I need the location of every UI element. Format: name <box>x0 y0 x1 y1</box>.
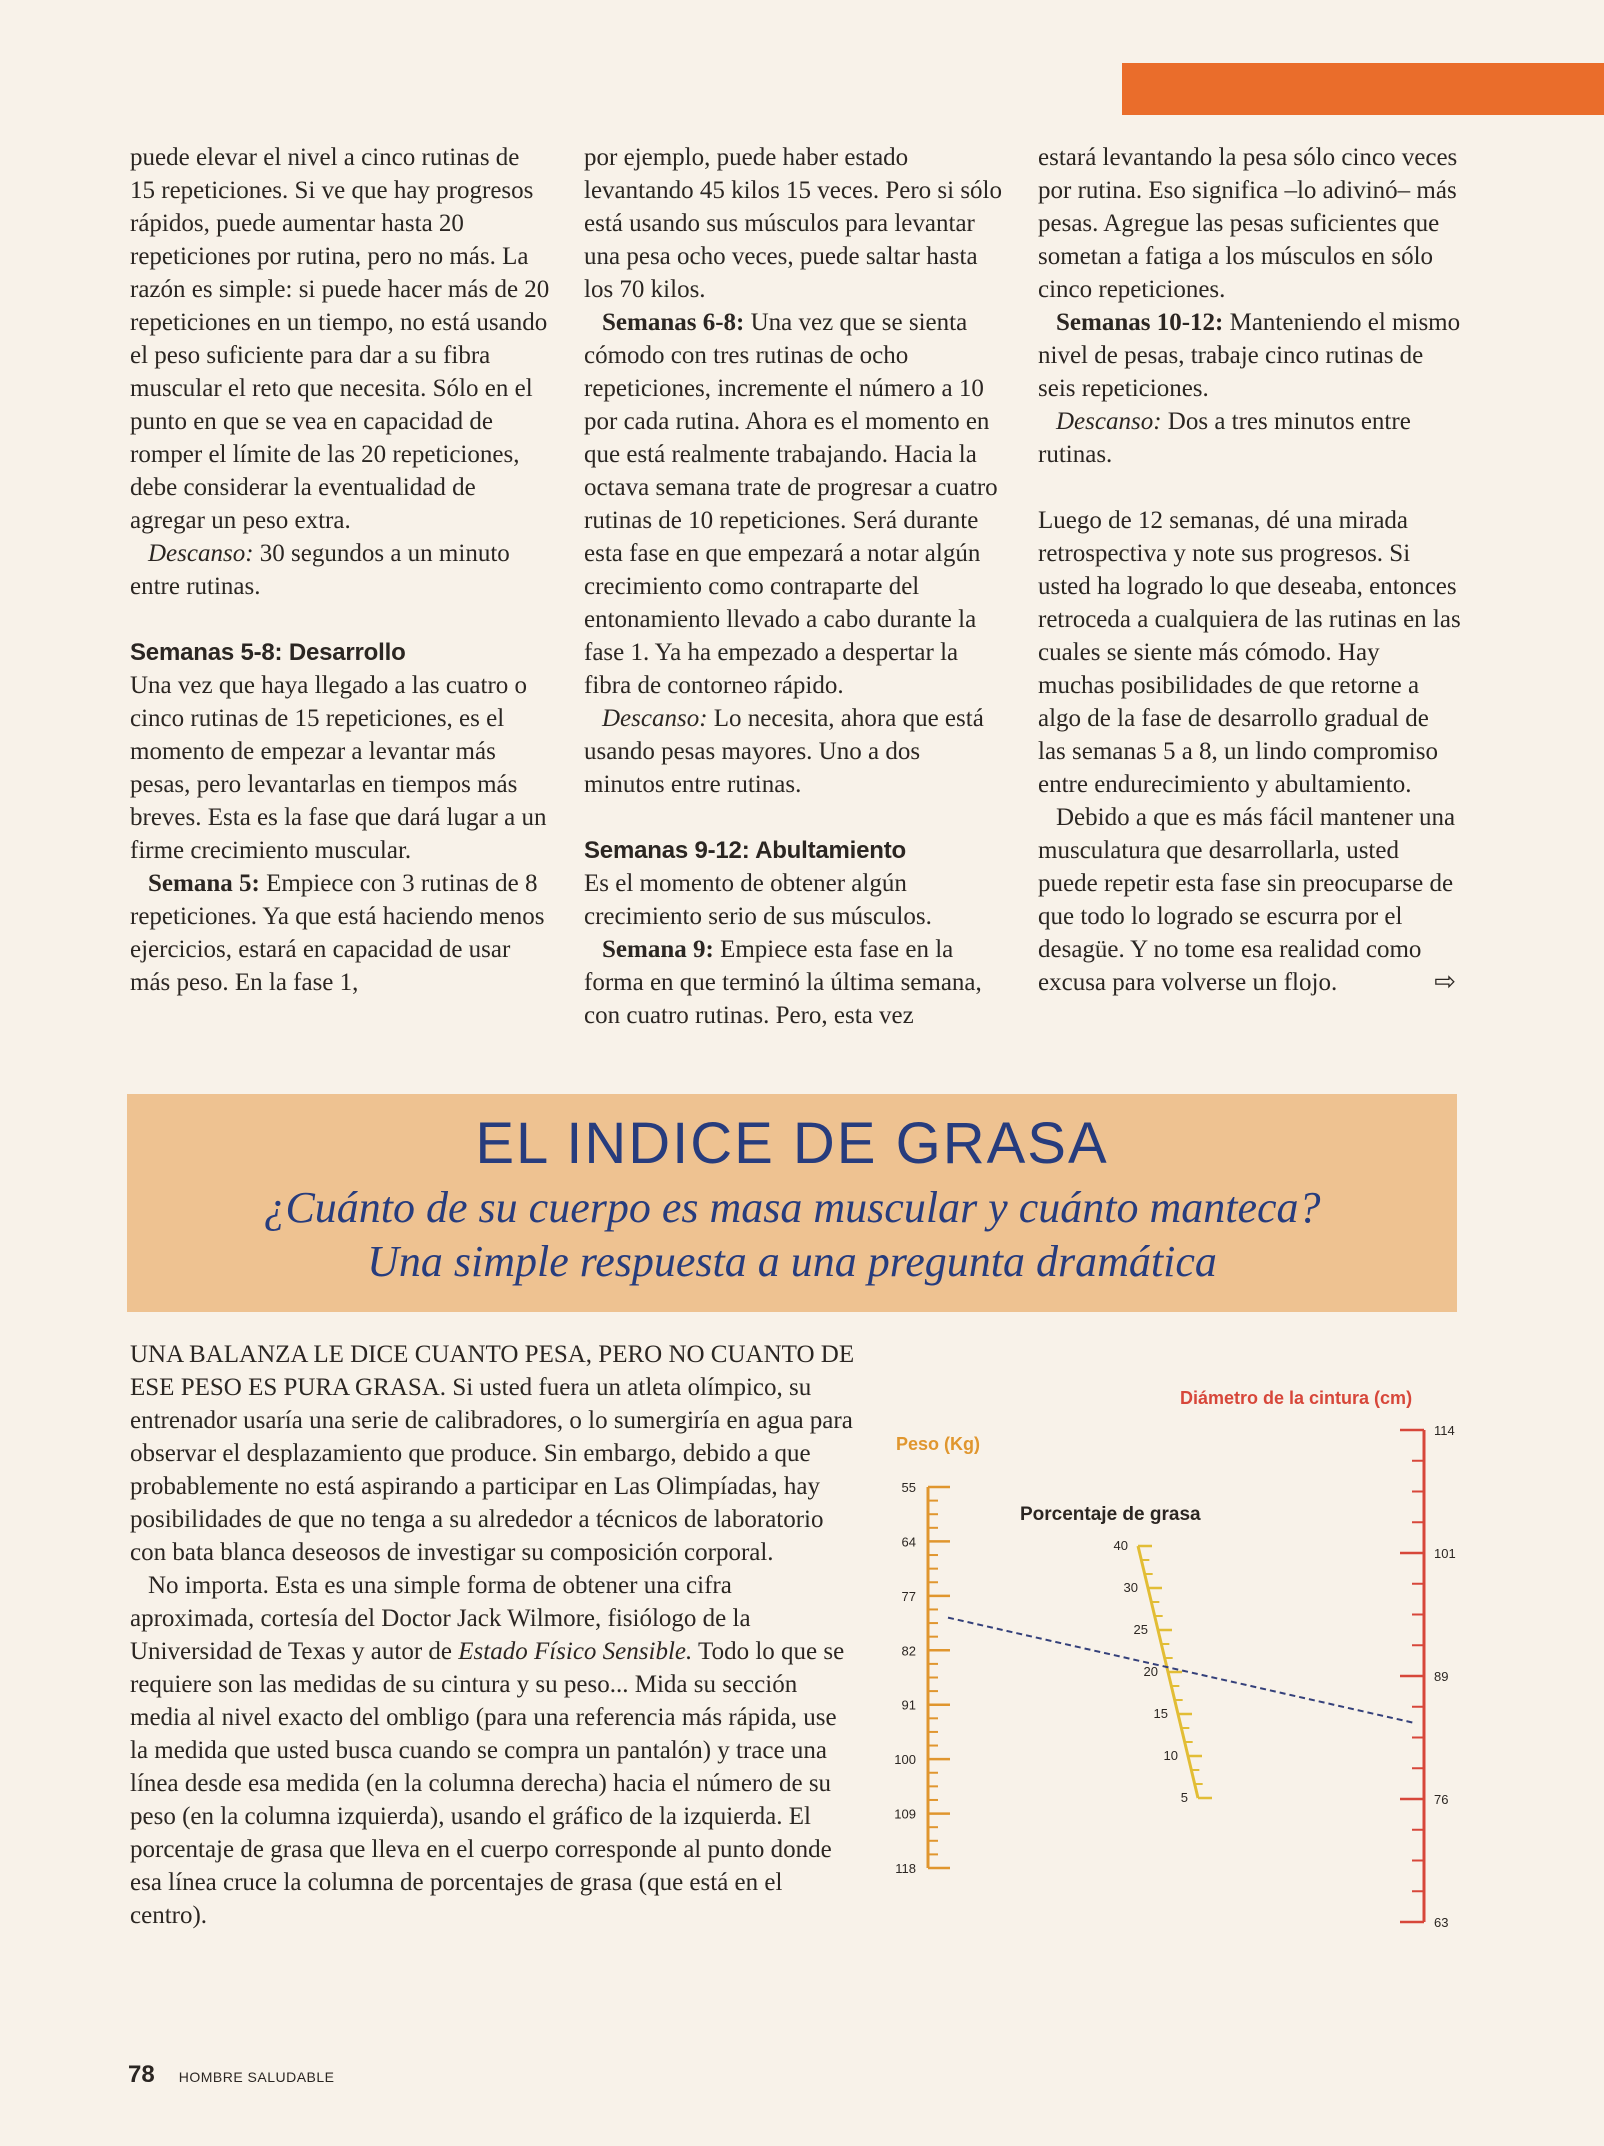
paragraph-text: Manteniendo el mismo nivel de pesas, trabaje cinco rutinas de seis repeticiones. <box>1038 309 1461 402</box>
grasa-axis-title: Porcentaje de grasa <box>1020 1504 1201 1525</box>
peso-tick-label: 82 <box>901 1643 916 1659</box>
grasa-tick-label: 15 <box>1153 1706 1168 1721</box>
cintura-tick-label: 114 <box>1434 1423 1455 1438</box>
lead-label: Semanas 6-8: <box>602 309 745 336</box>
rest-text: Dos a tres minutos entre rutinas. <box>1038 408 1411 468</box>
paragraph <box>1038 306 1462 405</box>
paragraph <box>130 1569 856 1932</box>
paragraph <box>584 933 1006 1032</box>
paragraph <box>130 867 550 999</box>
cintura-axis-title: Diámetro de la cintura (cm) <box>1180 1388 1413 1408</box>
section-heading: Semanas 9-12: Abultamiento <box>584 837 906 864</box>
lead-label: Semana 9: <box>602 936 714 963</box>
paragraph: Una vez que haya llegado a las cuatro o cinco rutinas de 15 repeticiones, es el momento de empezar a levantar más pesas, pero levantarlas en tiempos más breves. Esta es la fase que dará lugar a un firme crecimiento muscular. <box>130 672 547 864</box>
lead-label: Semanas 10-12: <box>1056 309 1224 336</box>
grasa-tick-label: 20 <box>1143 1664 1158 1679</box>
peso-tick-label: 77 <box>901 1588 916 1604</box>
article-body <box>130 1338 856 1932</box>
rest-label: Descanso: <box>1056 408 1162 435</box>
banner-subtitle-2: Una simple respuesta a una pregunta dramática <box>367 1237 1217 1286</box>
example-reading-line <box>948 1618 1416 1724</box>
lead-label: Semana 5: <box>148 870 260 897</box>
paragraph <box>584 306 1006 702</box>
banner-subtitle: ¿Cuánto de su cuerpo es masa muscular y cuánto manteca? <box>263 1183 1321 1232</box>
paragraph-text: Empiece con 3 rutinas de 8 repeticiones. Ya que está haciendo menos ejercicios, estará en capacidad de usar más peso. En la fase 1, <box>130 870 545 996</box>
peso-tick-label: 55 <box>901 1480 916 1495</box>
paragraph-text: Todo lo que se requiere son las medidas de su cintura y su peso... Mida su sección media al nivel exacto del ombligo (para una referencia más rápida, use la medida que usted busca cuando se compra un pantalón) y trace una línea desde esa medida (en la columna derecha) hacia el número de su peso (en la columna izquierda), usando el gráfico de la izquierda. El porcentaje de grasa que lleva en el cuerpo corresponde al punto donde esa línea cruce la columna de porcentajes de grasa (que está en el centro). <box>130 1638 845 1929</box>
rest-label: Descanso: <box>602 705 708 732</box>
cintura-tick-label: 63 <box>1434 1915 1449 1930</box>
publication-name: HOMBRE SALUDABLE <box>178 2069 335 2085</box>
paragraph-text: No importa. Esta es una simple forma de obtener una cifra aproximada, cortesía del Doctor Jack Wilmore, fisiólogo de la Universidad de Texas y autor de <box>130 1572 751 1665</box>
paragraph: Es el momento de obtener algún crecimiento serio de sus músculos. <box>584 870 932 930</box>
rest-paragraph <box>1038 405 1462 471</box>
rest-label: Descanso: <box>148 540 254 567</box>
paragraph: puede elevar el nivel a cinco rutinas de 15 repeticiones. Si ve que hay progresos rápidos, puede aumentar hasta 20 repeticiones por rutina, pero no más. La razón es simple: si puede hacer más de 20 repeticiones en un tiempo, no está usando el peso suficiente para dar a su fibra muscular el reto que necesita. Sólo en el punto en que se vea en capacidad de romper el límite de las 20 repeticiones, debe considerar la eventualidad de agregar un peso extra. <box>130 144 550 534</box>
text-column-2 <box>584 141 1006 1032</box>
paragraph-text: Si usted fuera un atleta olímpico, su entrenador usaría una serie de calibradores, o lo sumergiría en agua para observar el desplazamiento que produce. Sin embargo, debido a que probablemente no está aspirando a participar en Las Olimpíadas, hay posibilidades de que no tenga a su alrededor a técnicos de laboratorio con bata blanca deseosos de investigar su composición corporal. <box>130 1374 853 1566</box>
cintura-tick-label: 76 <box>1434 1792 1449 1807</box>
page-number: 78 <box>128 2061 155 2088</box>
text-column-3 <box>1038 141 1462 999</box>
cintura-tick-label: 101 <box>1434 1546 1456 1561</box>
end-arrow-icon: ⇨ <box>1434 967 1456 997</box>
grasa-tick-label: 25 <box>1133 1622 1148 1637</box>
grasa-tick-label: 5 <box>1180 1790 1188 1805</box>
rest-text: Lo necesita, ahora que está usando pesas mayores. Uno a dos minutos entre rutinas. <box>584 705 984 798</box>
peso-tick-label: 64 <box>901 1534 916 1550</box>
paragraph: estará levantando la pesa sólo cinco veces por rutina. Eso significa –lo adivinó– más pesas. Agregue las pesas suficientes que sometan a fatiga a los músculos en sólo cinco repeticiones. <box>1038 144 1458 303</box>
cintura-tick-label: 89 <box>1434 1669 1449 1684</box>
fat-index-banner <box>127 1094 1457 1312</box>
paragraph-text: Debido a que es más fácil mantener una musculatura que desarrollarla, usted puede repetir esta fase sin preocuparse de que todo lo logrado se escurra por el desagüe. Y no tome esa realidad como excusa para volverse un flojo. <box>1038 804 1456 996</box>
banner-title: EL INDICE DE GRASA <box>475 1111 1109 1176</box>
rest-text: 30 segundos a un minuto entre rutinas. <box>130 540 510 600</box>
peso-tick-label: 109 <box>894 1806 916 1822</box>
peso-axis-title: Peso (Kg) <box>896 1434 981 1454</box>
grasa-tick-label: 30 <box>1123 1580 1138 1595</box>
fat-index-nomogram <box>880 1370 1480 1950</box>
paragraph: Luego de 12 semanas, dé una mirada retrospectiva y note sus progresos. Si usted ha logrado lo que deseaba, entonces retroceda a cualquiera de las rutinas en las cuales se siente más cómodo. Hay muchas posibilidades de que retorne a algo de la fase de desarrollo gradual de las semanas 5 a 8, un lindo compromiso entre endurecimiento y abultamiento. <box>1038 507 1461 798</box>
paragraph <box>130 1338 856 1569</box>
rest-paragraph <box>584 702 1006 801</box>
book-title: Estado Físico Sensible. <box>458 1638 693 1665</box>
grasa-tick-label: 40 <box>1113 1538 1128 1553</box>
grasa-tick-label: 10 <box>1163 1748 1178 1763</box>
page-footer <box>128 2061 335 2089</box>
paragraph-text: Empiece esta fase en la forma en que terminó la última semana, con cuatro rutinas. Pero, esta vez <box>584 936 982 1029</box>
rest-paragraph <box>130 537 550 603</box>
lead-caps: UNA BALANZA LE DICE CUANTO PESA, PERO NO CUANTO DE ESE PESO ES PURA GRASA. <box>130 1341 855 1401</box>
paragraph-text: Una vez que se sienta cómodo con tres rutinas de ocho repeticiones, incremente el número a 10 por cada rutina. Ahora es el momento en que está realmente trabajando. Hacia la octava semana trate de progresar a cuatro rutinas de 10 repeticiones. Será durante esta fase en que empezará a notar algún crecimiento como contraparte del entonamiento llevado a cabo durante la fase 1. Ya ha empezado a despertar la fibra de contorneo rápido. <box>584 309 998 699</box>
paragraph: por ejemplo, puede haber estado levantando 45 kilos 15 veces. Pero si sólo está usando sus músculos para levantar una pesa ocho veces, puede saltar hasta los 70 kilos. <box>584 144 1002 303</box>
orange-top-bar <box>1122 63 1604 115</box>
peso-tick-label: 118 <box>895 1861 916 1876</box>
paragraph <box>1038 801 1462 999</box>
text-column-1 <box>130 141 550 999</box>
peso-tick-label: 91 <box>901 1697 916 1713</box>
section-heading: Semanas 5-8: Desarrollo <box>130 639 406 666</box>
peso-tick-label: 100 <box>894 1752 916 1768</box>
